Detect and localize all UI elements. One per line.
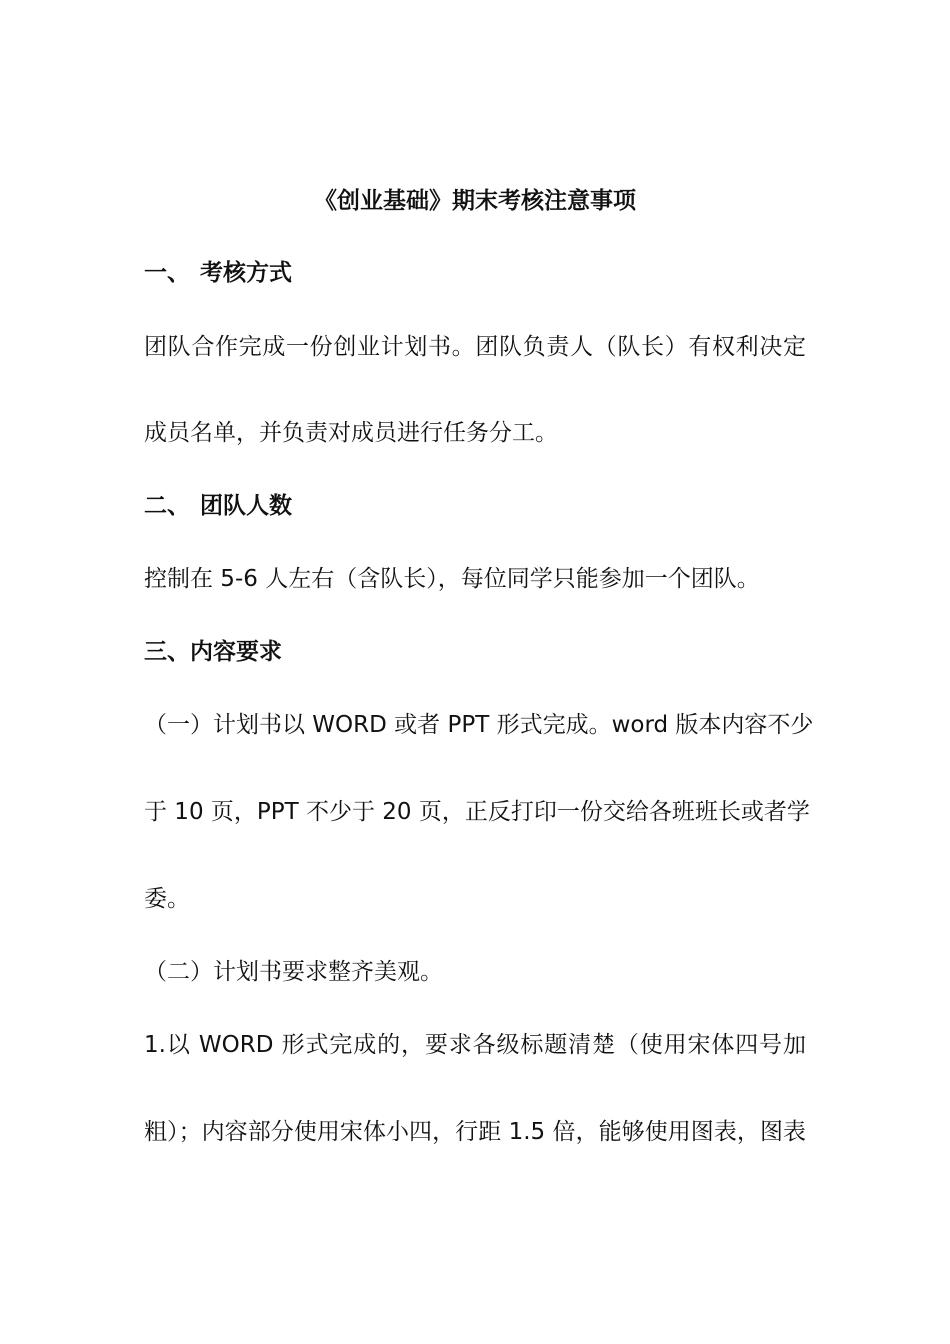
section-3-item-1-line-2: 于 10 页，PPT 不少于 20 页，正反打印一份交给各班班长或者学 [144, 799, 810, 825]
section-1-heading [144, 258, 806, 288]
section-3-heading: 三、内容要求 [144, 639, 282, 665]
section-2-heading [144, 491, 806, 521]
section-3-item-2: （二）计划书要求整齐美观。 [144, 959, 443, 985]
section-1-number: 一、 [144, 260, 190, 286]
section-1-line-2: 成员名单，并负责对成员进行任务分工。 [144, 420, 558, 446]
section-3-item-1-line-3: 委。 [144, 886, 190, 912]
section-1-title: 考核方式 [200, 260, 292, 286]
section-3-point-1-line-1: 1.以 WORD 形式完成的，要求各级标题清楚（使用宋体四号加 [144, 1032, 806, 1058]
section-1-line-1: 团队合作完成一份创业计划书。团队负责人（队长）有权利决定 [144, 334, 806, 360]
section-2-line-1: 控制在 5-6 人左右（含队长），每位同学只能参加一个团队。 [144, 566, 760, 592]
section-3-point-1-line-2: 粗）；内容部分使用宋体小四，行距 1.5 倍，能够使用图表，图表 [144, 1119, 806, 1145]
section-3-item-1-line-1: （一）计划书以 WORD 或者 PPT 形式完成。word 版本内容不少 [144, 712, 814, 738]
section-2-title: 团队人数 [200, 493, 292, 519]
document-title: 《创业基础》期末考核注意事项 [314, 188, 636, 214]
section-2-number: 二、 [144, 493, 190, 519]
